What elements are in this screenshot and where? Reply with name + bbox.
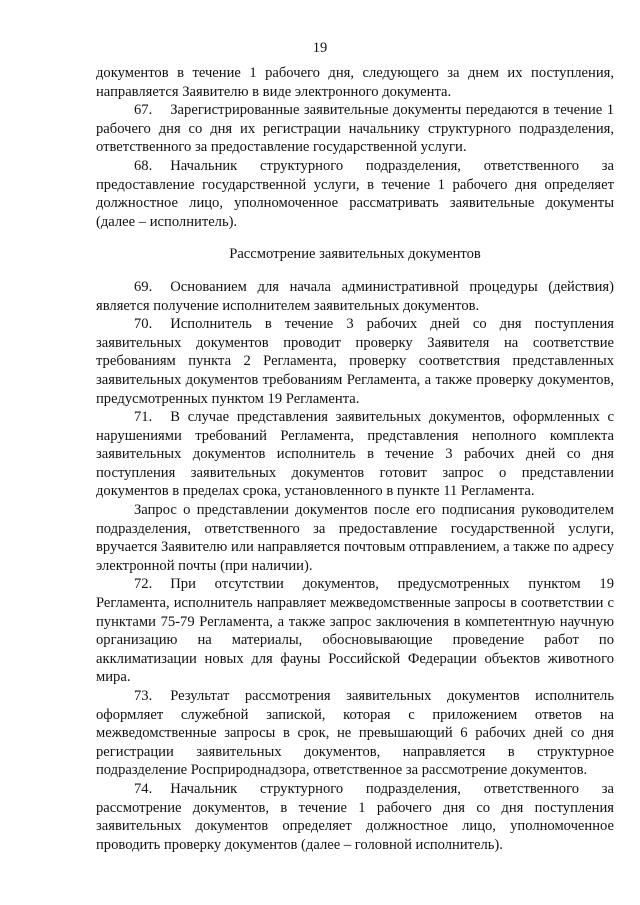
- page-number: 19: [312, 40, 328, 56]
- paragraph-73: [96, 687, 614, 780]
- paragraph-number: 68.: [134, 157, 153, 174]
- paragraph-text: Запрос о представлении документов после его подписания руководителем подразделения, ответственного за предоставление государственной услуги, вручается Заявителю или направляется почтовым отправлением, а также по адресу электронной почты (при наличии).: [96, 502, 614, 574]
- paragraph-72: [96, 575, 614, 687]
- paragraph-71-request: [96, 501, 614, 575]
- paragraph-text: При отсутствии документов, предусмотренных пунктом 19 Регламента, исполнитель направляет межведомственные запросы в соответствии с пунктами 75-79 Регламента, а также запрос заключения в компетентную научную организацию на материалы, обосновывающие проведение работ по акклиматизации новых для фауны Российской Федерации объектов животного мира.: [96, 576, 614, 686]
- paragraph-number: 73.: [134, 688, 153, 704]
- paragraph-continuation: [96, 64, 614, 101]
- paragraph-74: [96, 780, 614, 854]
- paragraph-text: Начальник структурного подразделения, ответственного за рассмотрение документов, в течение 1 рабочего дня со дня поступления заявительных документов определяет должностное лицо, уполномоченное проводить проверку документов (далее – головной исполнитель).: [96, 780, 614, 853]
- paragraph-text: Исполнитель в течение 3 рабочих дней со дня поступления заявительных документов проводит проверку Заявителя на соответствие требованиям пункта 2 Регламента, проверку соответствия представленных заявительных документов требованиям Регламента, а также проверку документов, предусмотренных пунктом 19 Регламента.: [96, 316, 614, 407]
- paragraph-text: документов в течение 1 рабочего дня, следующего за днем их поступления, направляется Заявителю в виде электронного документа.: [96, 65, 614, 100]
- document-body: [96, 64, 614, 854]
- paragraph-number: 74.: [134, 780, 153, 797]
- section-heading: Рассмотрение заявительных документов: [229, 246, 481, 263]
- paragraph-text: Зарегистрированные заявительные документы передаются в течение 1 рабочего дня со дня их регистрации начальнику структурного подразделения, ответственного за предоставление государственной услуги.: [96, 102, 614, 156]
- paragraph-number: 72.: [134, 576, 153, 593]
- paragraph-text: Результат рассмотрения заявительных документов исполнитель оформляет служебной запиской, которая с приложением ответов на межведомственные запросы в срок, не превышающий 6 рабочих дней со дня регистрации заявительных документов, направляется в структурное подразделение Росприроднадзора, ответственное за рассмотрение документов.: [96, 688, 614, 779]
- paragraph-71: [96, 408, 614, 501]
- paragraph-67: [96, 101, 614, 157]
- paragraph-number: 69.: [134, 278, 153, 295]
- paragraph-text: Начальник структурного подразделения, ответственного за предоставление государственной услуги, в течение 1 рабочего дня определяет должностное лицо, уполномоченное рассматривать заявительные документы (далее – исполнитель).: [96, 157, 614, 230]
- paragraph-text: Основанием для начала административной процедуры (действия) является получение исполнителем заявительных документов.: [96, 278, 614, 314]
- paragraph-69: [96, 278, 614, 315]
- paragraph-70: [96, 315, 614, 408]
- paragraph-number: 67.: [134, 102, 153, 119]
- paragraph-number: 71.: [134, 409, 153, 426]
- paragraph-text: В случае представления заявительных документов, оформленных с нарушениями требований Регламента, представления неполного комплекта заявительных документов исполнитель в течение 3 рабочих дней со дня поступления заявительных документов готовит запрос о представлении документов в пределах срока, установленного в пункте 11 Регламента.: [96, 409, 614, 500]
- paragraph-number: 70.: [134, 316, 153, 333]
- paragraph-68: [96, 157, 614, 231]
